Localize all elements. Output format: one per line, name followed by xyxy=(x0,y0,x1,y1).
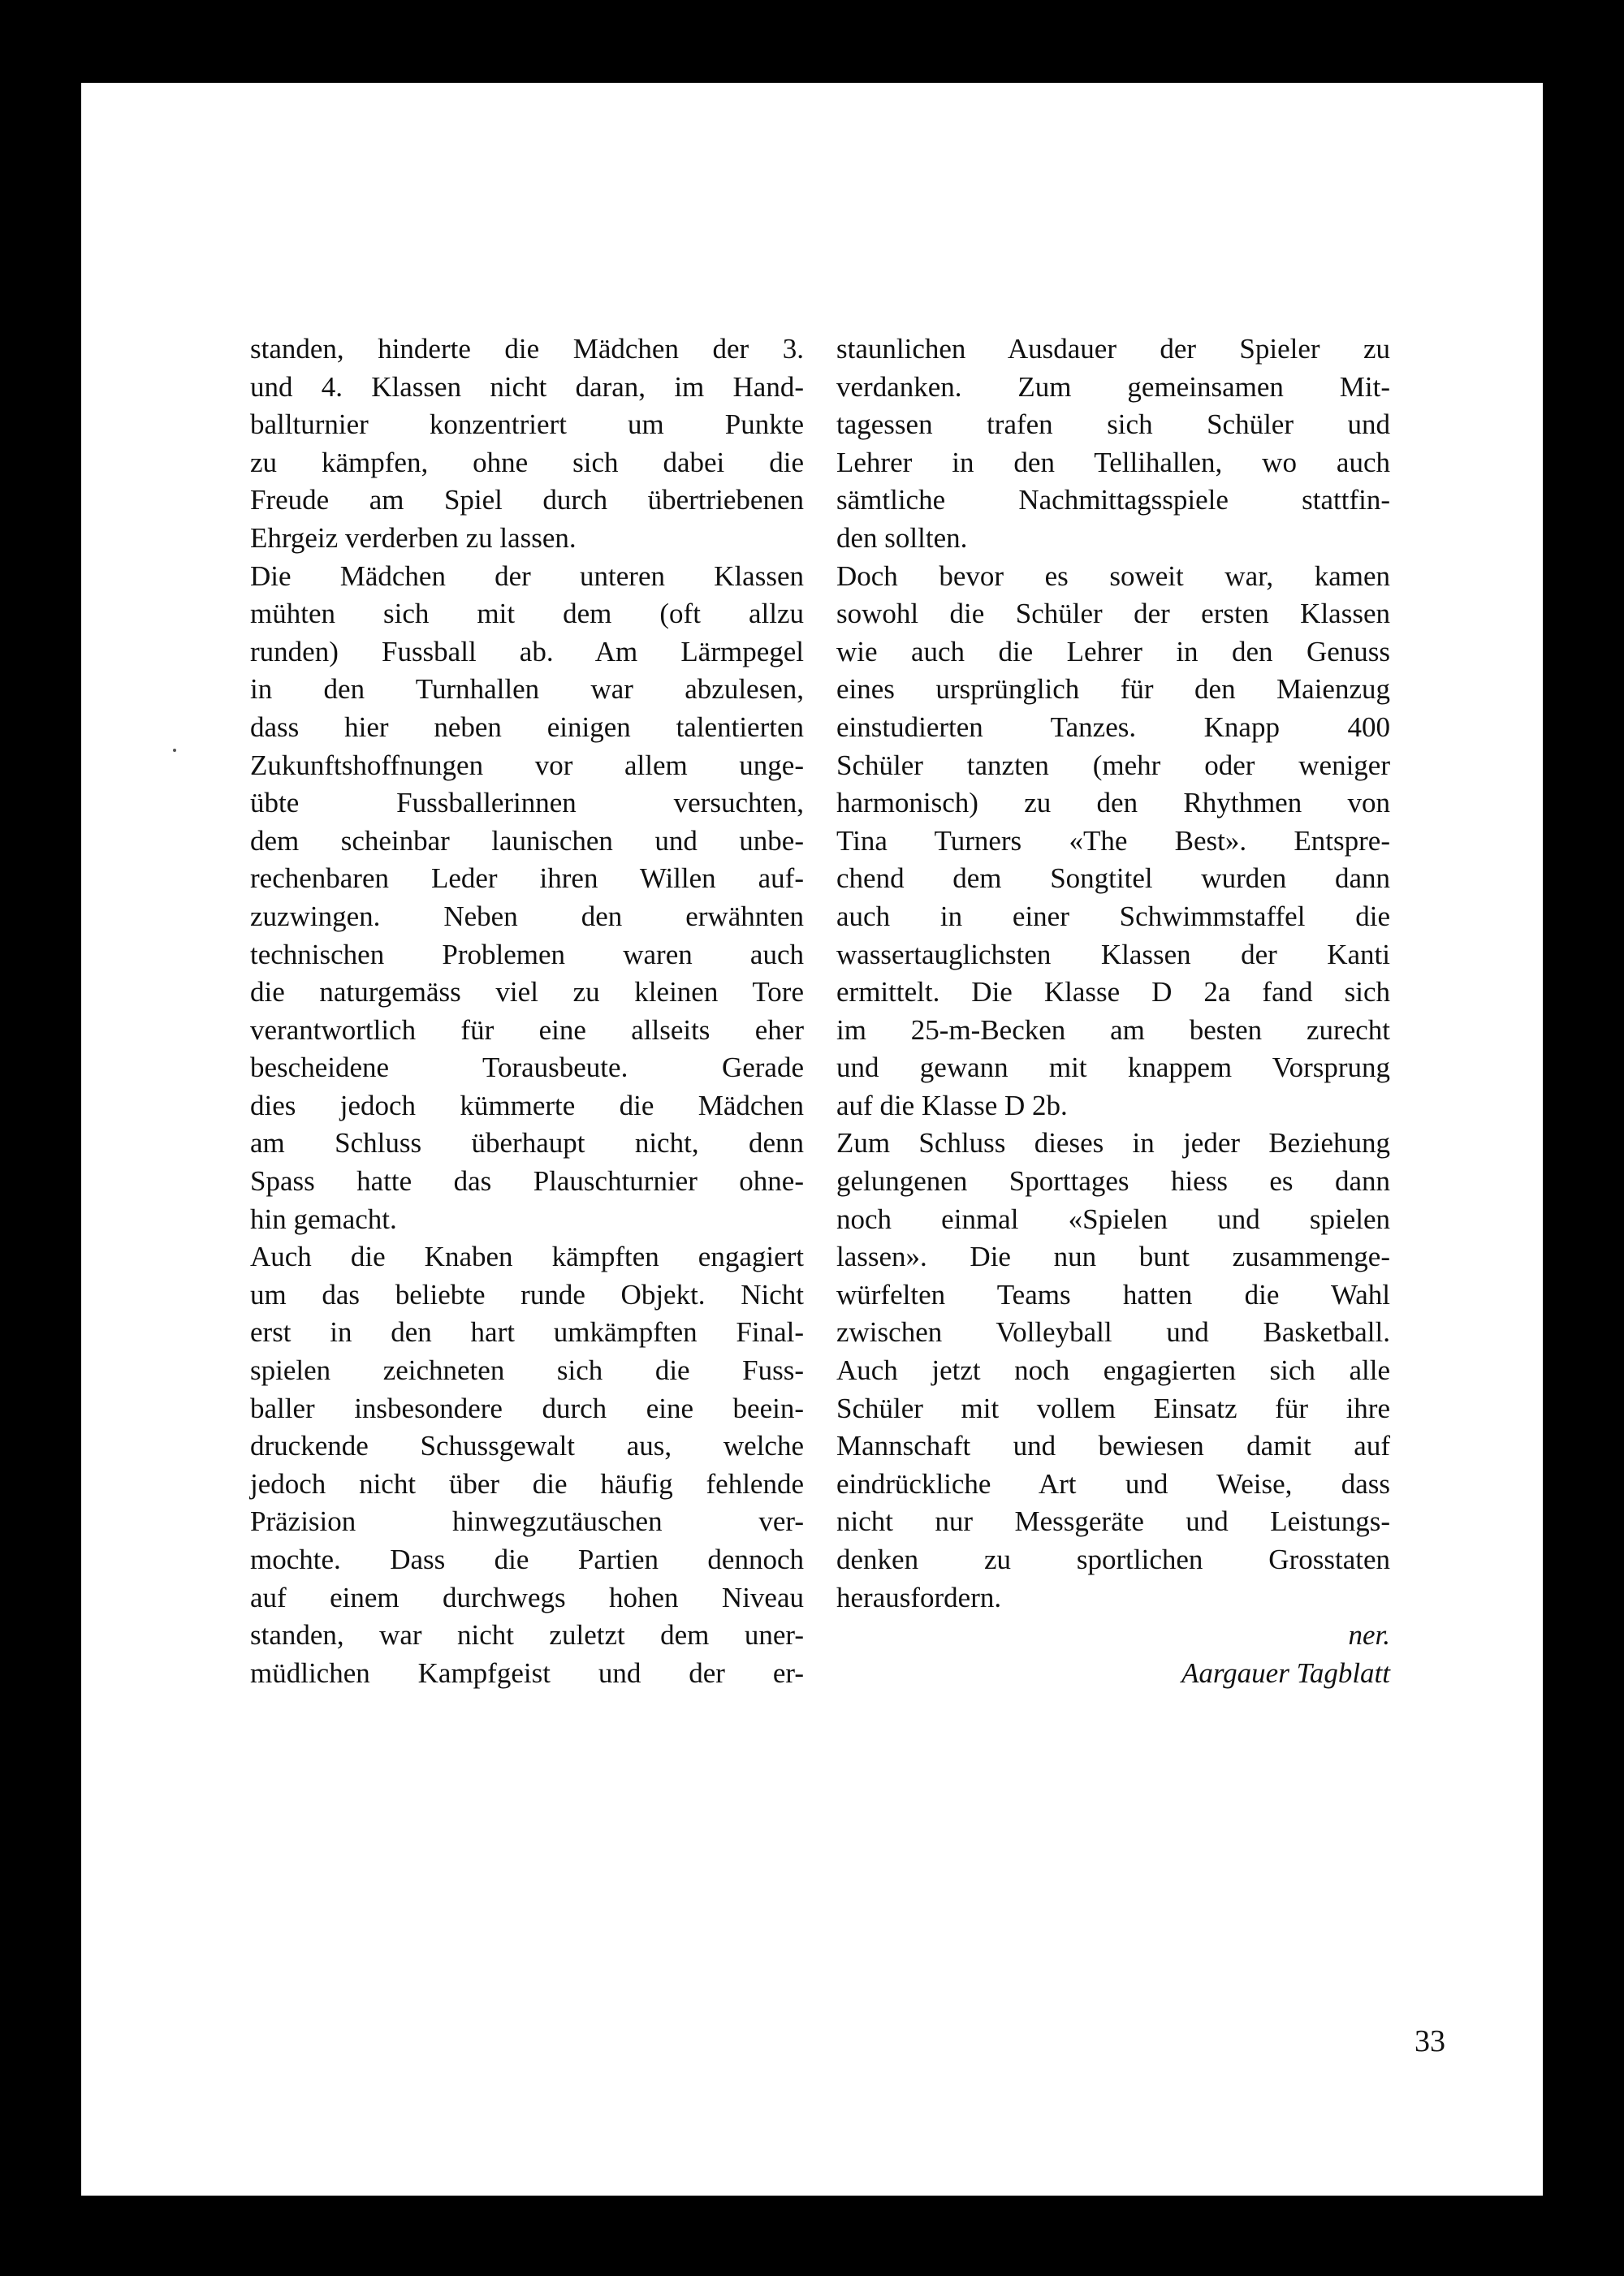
text-line: ballturnier konzentriert um Punkte xyxy=(250,408,804,441)
document-page xyxy=(81,83,1543,2196)
text-line: und 4. Klassen nicht daran, im Hand- xyxy=(250,370,804,403)
text-line: am Schluss überhaupt nicht, denn xyxy=(250,1127,804,1160)
text-line: übte Fussballerinnen versuchten, xyxy=(250,787,804,819)
text-line: müdlichen Kampfgeist und der er- xyxy=(250,1656,804,1689)
page-number: 33 xyxy=(1415,2024,1445,2058)
text-line: Mannschaft und bewiesen damit auf xyxy=(836,1430,1390,1462)
text-line: Lehrer in den Tellihallen, wo auch xyxy=(836,446,1390,478)
text-line: mochte. Dass die Partien dennoch xyxy=(250,1544,804,1575)
text-line: jedoch nicht über die häufig fehlende xyxy=(250,1467,804,1500)
text-line: sowohl die Schüler der ersten Klassen xyxy=(836,598,1390,630)
text-line: würfelten Teams hatten die Wahl xyxy=(836,1278,1390,1311)
text-line: nicht nur Messgeräte und Leistungs- xyxy=(836,1505,1390,1538)
text-line: Spass hatte das Plauschturnier ohne- xyxy=(250,1165,804,1198)
text-line: Die Mädchen der unteren Klassen xyxy=(250,559,804,592)
text-line: einstudierten Tanzes. Knapp 400 xyxy=(836,710,1390,743)
text-line: standen, war nicht zuletzt dem uner- xyxy=(250,1619,804,1652)
text-line: Tina Turners «The Best». Entspre- xyxy=(836,824,1390,857)
text-line: um das beliebte runde Objekt. Nicht xyxy=(250,1278,804,1311)
text-line: die naturgemäss viel zu kleinen Tore xyxy=(250,976,804,1008)
text-line: zu kämpfen, ohne sich dabei die xyxy=(250,446,804,478)
text-line: auch in einer Schwimmstaffel die xyxy=(836,900,1390,932)
text-line: chend dem Songtitel wurden dann xyxy=(836,862,1390,895)
text-line: staunlichen Ausdauer der Spieler zu xyxy=(836,333,1390,365)
text-line: eines ursprünglich für den Maienzug xyxy=(836,673,1390,706)
text-line: wie auch die Lehrer in den Genuss xyxy=(836,635,1390,667)
text-line: und gewann mit knappem Vorsprung xyxy=(836,1052,1390,1084)
text-line: tagessen trafen sich Schüler und xyxy=(836,408,1390,441)
scan-speck xyxy=(173,749,176,752)
text-line: herausfordern. xyxy=(836,1581,1002,1613)
text-line: noch einmal «Spielen und spielen xyxy=(836,1203,1390,1235)
text-line: wassertauglichsten Klassen der Kanti xyxy=(836,938,1390,970)
text-line: mühten sich mit dem (oft allzu xyxy=(250,598,804,630)
text-line: gelungenen Sporttages hiess es dann xyxy=(836,1165,1390,1198)
text-line: Präzision hinwegzutäuschen ver- xyxy=(250,1505,804,1538)
text-line: hin gemacht. xyxy=(250,1203,397,1235)
text-line: technischen Problemen waren auch xyxy=(250,938,804,970)
text-line: dem scheinbar launischen und unbe- xyxy=(250,824,804,857)
text-line: baller insbesondere durch eine beein- xyxy=(250,1392,804,1424)
text-line: Schüler tanzten (mehr oder weniger xyxy=(836,749,1390,781)
text-line: Freude am Spiel durch übertriebenen xyxy=(250,484,804,516)
text-line: auf die Klasse D 2b. xyxy=(836,1089,1068,1121)
text-line: denken zu sportlichen Grosstaten xyxy=(836,1544,1390,1575)
text-line: auf einem durchwegs hohen Niveau xyxy=(250,1581,804,1613)
text-line: lassen». Die nun bunt zusammenge- xyxy=(836,1241,1390,1273)
text-line: Schüler mit vollem Einsatz für ihre xyxy=(836,1392,1390,1424)
text-line: harmonisch) zu den Rhythmen von xyxy=(836,787,1390,819)
text-line: Doch bevor es soweit war, kamen xyxy=(836,559,1390,592)
text-line: dies jedoch kümmerte die Mädchen xyxy=(250,1089,804,1121)
text-line: den sollten. xyxy=(836,521,968,554)
text-line: Auch jetzt noch engagierten sich alle xyxy=(836,1354,1390,1387)
text-line: verdanken. Zum gemeinsamen Mit- xyxy=(836,370,1390,403)
text-line: Zukunftshoffnungen vor allem unge- xyxy=(250,749,804,781)
text-line: sämtliche Nachmittagsspiele stattfin- xyxy=(836,484,1390,516)
text-line: standen, hinderte die Mädchen der 3. xyxy=(250,333,804,365)
text-line: zwischen Volleyball und Basketball. xyxy=(836,1316,1390,1349)
text-line: verantwortlich für eine allseits eher xyxy=(250,1013,804,1046)
text-line: rechenbaren Leder ihren Willen auf- xyxy=(250,862,804,895)
text-line: Auch die Knaben kämpften engagiert xyxy=(250,1241,804,1273)
text-line: im 25-m-Becken am besten zurecht xyxy=(836,1013,1390,1046)
author-initials: ner. xyxy=(1348,1619,1390,1652)
text-line: ermittelt. Die Klasse D 2a fand sich xyxy=(836,976,1390,1008)
text-line: spielen zeichneten sich die Fuss- xyxy=(250,1354,804,1387)
text-line: druckende Schussgewalt aus, welche xyxy=(250,1430,804,1462)
article-column-right xyxy=(836,330,1390,1692)
text-line: Zum Schluss dieses in jeder Beziehung xyxy=(836,1127,1390,1160)
text-line: bescheidene Torausbeute. Gerade xyxy=(250,1052,804,1084)
text-line: eindrückliche Art und Weise, dass xyxy=(836,1467,1390,1500)
article-column-left xyxy=(250,330,804,1692)
text-line: dass hier neben einigen talentierten xyxy=(250,710,804,743)
source-credit: Aargauer Tagblatt xyxy=(1181,1656,1390,1689)
text-line: Ehrgeiz verderben zu lassen. xyxy=(250,521,577,554)
text-line: in den Turnhallen war abzulesen, xyxy=(250,673,804,706)
text-line: erst in den hart umkämpften Final- xyxy=(250,1316,804,1349)
text-line: zuzwingen. Neben den erwähnten xyxy=(250,900,804,932)
text-line: runden) Fussball ab. Am Lärmpegel xyxy=(250,635,804,667)
